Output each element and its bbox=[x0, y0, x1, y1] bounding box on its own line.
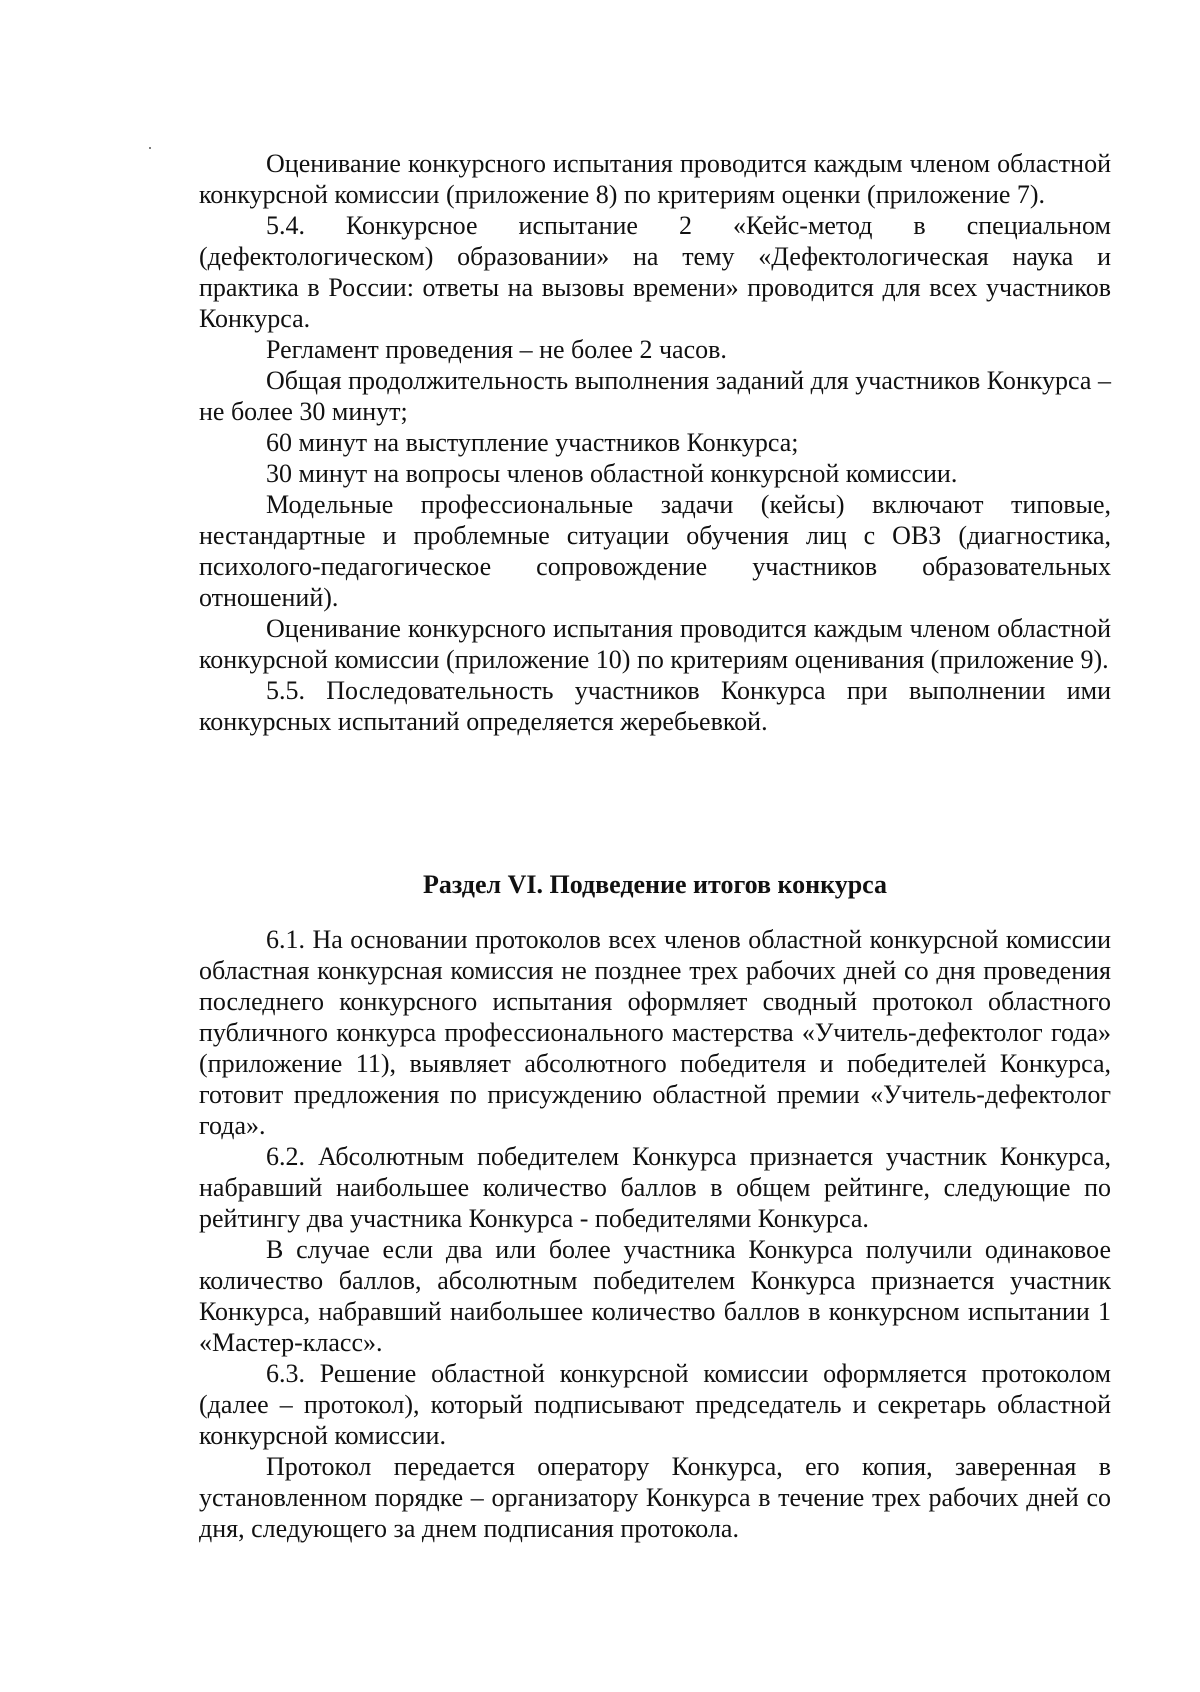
paragraph-total-duration: Общая продолжительность выполнения заданий для участников Конкурса – не более 30 минут; bbox=[199, 366, 1111, 426]
paragraph-evaluation-test-1: Оценивание конкурсного испытания проводится каждым членом областной конкурсной комиссии (приложение 8) по критериям оценки (приложение 7). bbox=[199, 149, 1111, 209]
section-v-continuation bbox=[199, 148, 1111, 737]
paragraph-protocol-transfer: Протокол передается оператору Конкурса, его копия, заверенная в установленном порядке – организатору Конкурса в течение трех рабочих дней со дня, следующего за днем подписания протокола. bbox=[199, 1452, 1111, 1543]
scan-speck bbox=[149, 147, 151, 149]
paragraph-model-tasks: Модельные профессиональные задачи (кейсы) включают типовые, нестандартные и проблемные ситуации обучения лиц с ОВЗ (диагностика, психолого-педагогическое сопровождение участников образовательных отношений). bbox=[199, 490, 1111, 612]
paragraph-presentation-time: 60 минут на выступление участников Конкурса; bbox=[266, 428, 799, 457]
paragraph-questions-time: 30 минут на вопросы членов областной конкурсной комиссии. bbox=[266, 459, 958, 488]
paragraph-6-2: 6.2. Абсолютным победителем Конкурса признается участник Конкурса, набравший наибольшее количество баллов в общем рейтинге, следующие по рейтингу два участника Конкурса - победителями Конкурса. bbox=[199, 1142, 1111, 1233]
paragraph-schedule: Регламент проведения – не более 2 часов. bbox=[266, 335, 727, 364]
paragraph-5-5: 5.5. Последовательность участников Конкурса при выполнении ими конкурсных испытаний определяется жеребьевкой. bbox=[199, 676, 1111, 736]
paragraph-evaluation-test-2: Оценивание конкурсного испытания проводится каждым членом областной конкурсной комиссии (приложение 10) по критериям оценивания (приложение 9). bbox=[199, 614, 1111, 674]
paragraph-tie-break: В случае если два или более участника Конкурса получили одинаковое количество баллов, абсолютным победителем Конкурса признается участник Конкурса, набравший наибольшее количество баллов в конкурсном испытании 1 «Мастер-класс». bbox=[199, 1235, 1111, 1357]
paragraph-6-3: 6.3. Решение областной конкурсной комиссии оформляется протоколом (далее – протокол), который подписывают председатель и секретарь областной конкурсной комиссии. bbox=[199, 1359, 1111, 1450]
paragraph-5-4: 5.4. Конкурсное испытание 2 «Кейс-метод в специальном (дефектологическом) образовании» на тему «Дефектологическая наука и практика в России: ответы на вызовы времени» проводится для всех участников Конкурса. bbox=[199, 211, 1111, 333]
section-vi-body bbox=[199, 924, 1111, 1544]
paragraph-6-1: 6.1. На основании протоколов всех членов областной конкурсной комиссии областная конкурсная комиссия не позднее трех рабочих дней со дня проведения последнего конкурсного испытания оформляет сводный протокол областного публичного конкурса профессионального мастерства «Учитель-дефектолог года» (приложение 11), выявляет абсолютного победителя и победителей Конкурса, готовит предложения по присуждению областной премии «Учитель-дефектолог года». bbox=[199, 925, 1111, 1140]
section-title: Раздел VI. Подведение итогов конкурса bbox=[422, 870, 888, 899]
